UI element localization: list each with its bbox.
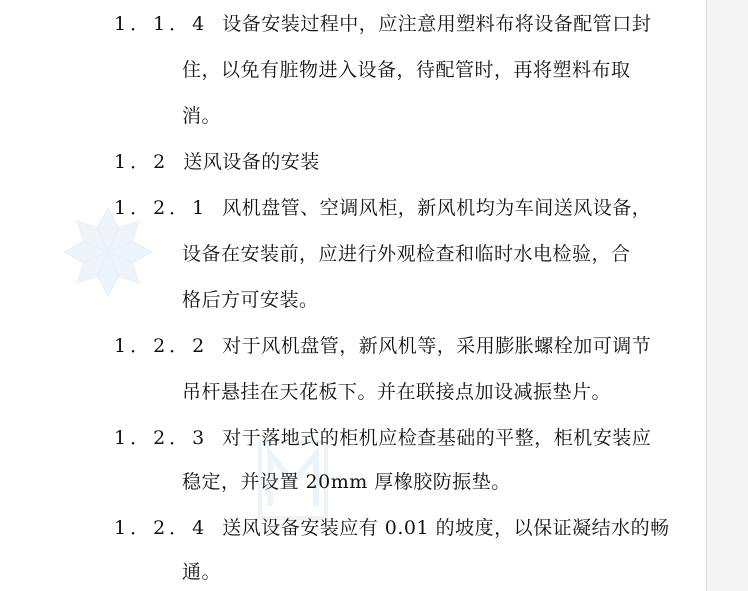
clause-number: 1．2．2 [114,335,209,357]
clause-text: 设备安装过程中，应注意用塑料布将设备配管口封 [222,13,652,35]
clause-text: 风机盘管、空调风柜，新风机均为车间送风设备， [222,197,652,219]
clause-1-2-1-line-3 [182,288,319,312]
clause-text: 对于落地式的柜机应检查基础的平整，柜机安装应 [222,427,652,449]
page-gutter [706,0,748,591]
clause-1-2-4-line-2 [182,560,221,584]
clause-1-2-4-line-1 [114,516,670,540]
clause-text: 住，以免有脏物进入设备，待配管时，再将塑料布取 [182,59,631,81]
clause-text: 送风设备安装应有 0.01 的坡度，以保证凝结水的畅 [222,517,670,539]
section-title: 送风设备的安装 [183,151,320,173]
clause-1-2-3-line-2 [182,470,511,494]
clause-text: 吊杆悬挂在天花板下。并在联接点加设减振垫片。 [182,381,612,403]
clause-1-1-4-line-2 [182,58,631,82]
clause-text: 设备在安装前，应进行外观检查和临时水电检验，合 [182,243,631,265]
clause-1-1-4-line-1 [114,12,651,36]
clause-text: 对于风机盘管，新风机等，采用膨胀螺栓加可调节 [222,335,652,357]
clause-1-1-4-line-3 [182,104,221,128]
clause-number: 1．2．3 [114,427,209,449]
clause-text: 通。 [182,561,222,583]
clause-number: 1．2．1 [114,197,209,219]
clause-1-2-1-line-1 [114,196,651,220]
clause-number: 1．2 [114,151,170,173]
clause-number: 1．2．4 [114,517,209,539]
clause-1-2-1-line-2 [182,242,631,266]
clause-text: 格后方可安装。 [182,289,319,311]
clause-text: 消。 [182,105,222,127]
section-heading-1-2 [114,150,320,174]
clause-1-2-3-line-1 [114,426,651,450]
clause-number: 1．1．4 [114,13,209,35]
clause-text: 稳定，并设置 20mm 厚橡胶防振垫。 [182,471,511,493]
clause-1-2-2-line-1 [114,334,651,358]
clause-1-2-2-line-2 [182,380,611,404]
